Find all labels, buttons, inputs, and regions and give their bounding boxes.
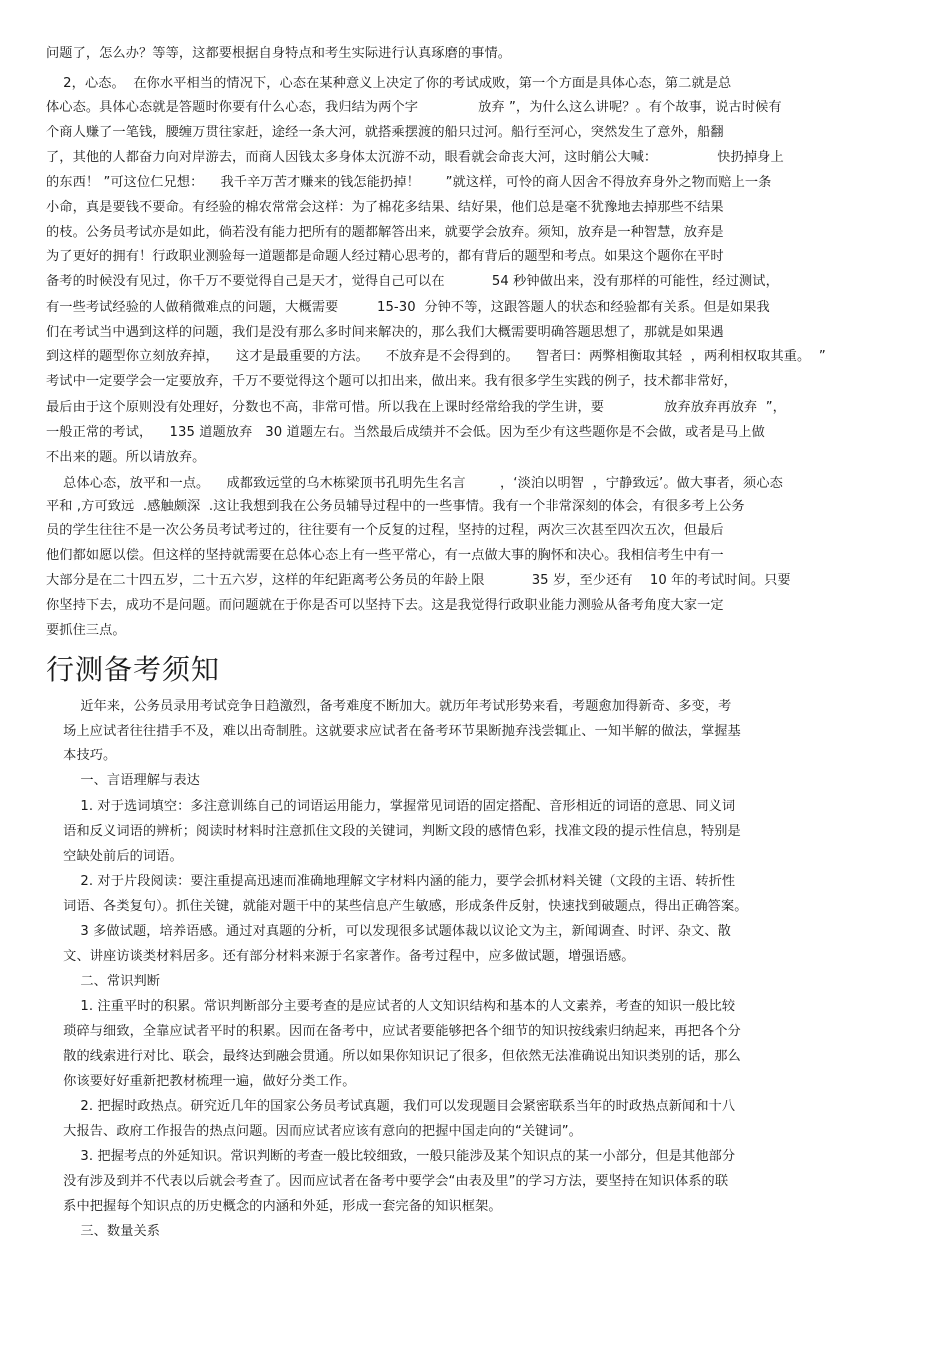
paragraph-line: 的枝。公务员考试亦是如此，倘若没有能力把所有的题都解答出来，就要学会放弃。须知，放弃是一种智慧，放弃是 (46, 225, 724, 240)
paragraph-line: 到这样的题型你立刻放弃掉， 这才是最重要的方法。 不放弃是不会得到的。 智者曰：两弊相衡取其轻 ，两利相权取其重。 ” (46, 349, 826, 364)
paragraph-line: 文、讲座访谈类材料居多。还有部分材料来源于名家著作。备考过程中，应多做试题，增强语感。 (46, 949, 635, 964)
paragraph-line: 你坚持下去，成功不是问题。而问题就在于你是否可以坚持下去。这是我觉得行政职业能力测验从备考角度大家一定 (46, 598, 724, 613)
paragraph-line: 词语、各类复句）。抓住关键，就能对题干中的某些信息产生敏感，形成条件反射，快速找到破题点，得出正确答案。 (46, 899, 748, 914)
paragraph-line: 了，其他的人都奋力向对岸游去，而商人因钱太多身体太沉游不动，眼看就会命丧大河，这时艄公大喊： 快扔掉身上 (46, 150, 784, 165)
paragraph-line: 1. 注重平时的积累。常识判断部分主要考查的是应试者的人文知识结构和基本的人文素养，考查的知识一般比较 (46, 999, 736, 1014)
paragraph-line: 3 多做试题，培养语感。通过对真题的分析，可以发现很多试题体裁以议论文为主，新闻调查、时评、杂文、散 (46, 924, 731, 939)
paragraph-line: 1. 对于选词填空：多注意训练自己的词语运用能力，掌握常见词语的固定搭配、音形相近的词语的意思、同义词 (46, 799, 736, 814)
paragraph-line: 你该要好好重新把教材梳理一遍，做好分类工作。 (46, 1074, 356, 1089)
paragraph-line: 2. 对于片段阅读：要注重提高迅速而准确地理解文字材料内涵的能力，要学会抓材料关键（文段的主语、转折性 (46, 874, 736, 889)
paragraph-line: 他们都如愿以偿。但这样的坚持就需要在总体心态上有一些平常心，有一点做大事的胸怀和决心。我相信考生中有一 (46, 548, 724, 563)
paragraph-line: 个商人赚了一笔钱，腰缠万贯往家赶，途经一条大河，就搭乘摆渡的船只过河。船行至河心，突然发生了意外，船翻 (46, 125, 724, 140)
paragraph-line: 小命，真是要钱不要命。有经验的棉农常常会这样：为了棉花多结果、结好果，他们总是毫不犹豫地去掉那些不结果 (46, 200, 724, 215)
paragraph-line: 平和 ,方可致远 .感触颇深 .这让我想到我在公务员辅导过程中的一些事情。我有一个非常深刻的体会，有很多考上公务 (46, 499, 745, 514)
paragraph-line: 一般正常的考试， 135 道题放弃 30 道题左右。当然最后成绩并不会低。因为至少有这些题你是不会做，或者是马上做 (46, 425, 765, 440)
paragraph-line: 备考的时候没有见过，你千万不要觉得自己是天才，觉得自己可以在 54 秒钟做出来，没有那样的可能性，经过测试， (46, 274, 779, 289)
paragraph-line: 语和反义词语的辨析；阅读时材料时注意抓住文段的关键词，判断文段的感情色彩，找准文段的提示性信息，特别是 (46, 824, 741, 839)
section-heading: 二、常识判断 (46, 974, 161, 989)
paragraph-line: 2，心态。 在你水平相当的情况下，心态在某种意义上决定了你的考试成败，第一个方面是具体心态，第二就是总 (46, 76, 732, 91)
paragraph-line: 没有涉及到并不代表以后就会考查了。因而应试者在备考中要学会“由表及里”的学习方法，要坚持在知识体系的联 (46, 1174, 729, 1189)
paragraph-line: 不出来的题。所以请放弃。 (46, 450, 206, 465)
section-title: 行测备考须知 (46, 653, 221, 686)
paragraph-line: 散的线索进行对比、联会，最终达到融会贯通。所以如果你知识记了很多，但依然无法准确说出知识类别的话，那么 (46, 1049, 741, 1064)
paragraph-line: 本技巧。 (46, 748, 117, 763)
paragraph-line: 考试中一定要学会一定要放弃，千万不要觉得这个题可以扣出来，做出来。我有很多学生实践的例子，技术都非常好， (46, 374, 737, 389)
paragraph-line: 的东西！ ”可这位仁兄想： 我千辛万苦才赚来的钱怎能扔掉！ ”就这样，可怜的商人因舍不得放弃身外之物而赔上一条 (46, 175, 772, 190)
paragraph-line: 要抓住三点。 (46, 623, 126, 638)
section-heading: 一、言语理解与表达 (46, 773, 200, 788)
paragraph-line: 场上应试者往往措手不及，难以出奇制胜。这就要求应试者在备考环节果断抛弃浅尝辄止、一知半解的做法，掌握基 (46, 724, 741, 739)
paragraph-line: 最后由于这个原则没有处理好，分数也不高，非常可惜。所以我在上课时经常给我的学生讲，要 放弃放弃再放弃 ”， (46, 400, 786, 415)
paragraph-line: 总体心态，放平和一点。 成都致远堂的乌木栋梁顶书孔明先生名言 ，‘淡泊以明智 ，宁静致远’。做大事者，须心态 (46, 476, 783, 491)
paragraph-line: 为了更好的拥有！行政职业测验每一道题都是命题人经过精心思考的，都有背后的题型和考点。如果这个题你在平时 (46, 249, 724, 264)
paragraph-line: 2. 把握时政热点。研究近几年的国家公务员考试真题，我们可以发现题目会紧密联系当年的时政热点新闻和十八 (46, 1099, 736, 1114)
paragraph-line: 有一些考试经验的人做稍微难点的问题，大概需要 15-30 分钟不等，这跟答题人的状态和经验都有关系。但是如果我 (46, 300, 770, 315)
paragraph-line: 员的学生往往不是一次公务员考试考过的，往往要有一个反复的过程，坚持的过程，两次三次甚至四次五次，但最后 (46, 523, 724, 538)
paragraph-line: 3. 把握考点的外延知识。常识判断的考查一般比较细致，一般只能涉及某个知识点的某一小部分，但是其他部分 (46, 1149, 736, 1164)
paragraph-line: 问题了，怎么办？等等，这都要根据自身特点和考生实际进行认真琢磨的事情。 (46, 46, 512, 61)
paragraph-line: 近年来，公务员录用考试竞争日趋激烈，备考难度不断加大。就历年考试形势来看，考题愈加得新奇、多变，考 (46, 699, 732, 714)
paragraph-line: 们在考试当中遇到这样的问题，我们是没有那么多时间来解决的，那么我们大概需要明确答题思想了，那就是如果遇 (46, 325, 724, 340)
paragraph-line: 体心态。具体心态就是答题时你要有什么心态，我归结为两个字 放弃 ”，为什么这么讲呢？。有个故事，说古时候有 (46, 100, 782, 115)
paragraph-line: 空缺处前后的词语。 (46, 849, 183, 864)
paragraph-line: 大部分是在二十四五岁，二十五六岁，这样的年纪距离考公务员的年龄上限 35 岁，至少还有 10 年的考试时间。只要 (46, 573, 791, 588)
paragraph-line: 琐碎与细致，全靠应试者平时的积累。因而在备考中，应试者要能够把各个细节的知识按线索归纳起来，再把各个分 (46, 1024, 741, 1039)
paragraph-line: 系中把握每个知识点的历史概念的内涵和外延，形成一套完备的知识框架。 (46, 1199, 502, 1214)
section-heading: 三、数量关系 (46, 1224, 161, 1239)
paragraph-line: 大报告、政府工作报告的热点问题。因而应试者应该有意向的把握中国走向的“关键词”。 (46, 1124, 582, 1139)
